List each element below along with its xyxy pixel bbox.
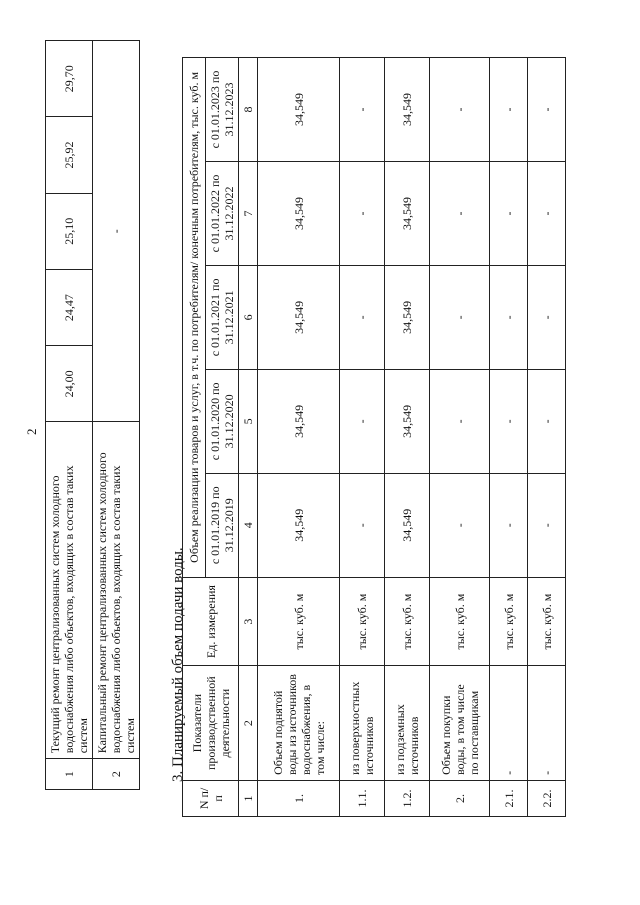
table-row: [490, 58, 528, 817]
value-cell: 34,549: [385, 369, 430, 473]
value-cell: 34,549: [258, 369, 340, 473]
column-number: 3: [239, 577, 258, 666]
header-period: с 01.01.2022 по 31.12.2022: [206, 162, 239, 266]
row-unit: тыс. куб. м: [430, 577, 490, 666]
value-cell: -: [430, 473, 490, 577]
header-row: [183, 58, 206, 817]
row-name: Капитальный ремонт централизованных систем холодного водоснабжения либо объектов, входящих в состав таких систем: [93, 422, 140, 759]
value-cell: -: [340, 58, 385, 162]
table-row: [528, 58, 566, 817]
value-cell: -: [528, 265, 566, 369]
column-number-row: [239, 58, 258, 817]
table-row: [46, 41, 93, 790]
value-cell: -: [528, 369, 566, 473]
value-cell: 25,10: [46, 193, 93, 269]
row-name: из подземных источников: [385, 666, 430, 781]
column-number: 8: [239, 58, 258, 162]
column-number: 1: [239, 780, 258, 816]
column-number: 5: [239, 369, 258, 473]
value-cell: 34,549: [385, 58, 430, 162]
row-number: 1.2.: [385, 780, 430, 816]
value-cell: -: [490, 265, 528, 369]
row-name: Текущий ремонт централизованных систем холодного водоснабжения либо объектов, входящих в состав таких систем: [46, 422, 93, 759]
column-number: 2: [239, 666, 258, 781]
value-cell: -: [490, 162, 528, 266]
header-volume: Объем реализации товаров и услуг, в т.ч. по потребителям/ конечным потребителям, тыс. куб. м: [183, 58, 206, 578]
value-cell: 34,549: [258, 162, 340, 266]
value-cell: -: [430, 162, 490, 266]
header-period: с 01.01.2023 по 31.12.2023: [206, 58, 239, 162]
row-name: -: [490, 666, 528, 781]
row-number: 1.1.: [340, 780, 385, 816]
value-cell: 34,549: [385, 473, 430, 577]
row-unit: тыс. куб. м: [258, 577, 340, 666]
value-cell: -: [430, 369, 490, 473]
merged-value-cell: -: [93, 41, 140, 423]
value-cell: 34,549: [258, 58, 340, 162]
value-cell: 34,549: [385, 265, 430, 369]
row-unit: тыс. куб. м: [490, 577, 528, 666]
value-cell: -: [528, 58, 566, 162]
value-cell: -: [430, 265, 490, 369]
water-supply-table: [182, 57, 566, 817]
header-unit: Ед. измерения: [183, 577, 239, 666]
header-n: N п/п: [183, 780, 239, 816]
value-cell: 24,00: [46, 346, 93, 422]
value-cell: 29,70: [46, 41, 93, 117]
header-indicator: Показатели производственной деятельности: [183, 666, 239, 781]
row-name: из поверхностных источников: [340, 666, 385, 781]
value-cell: -: [490, 58, 528, 162]
row-name: Объем покупки воды, в том числе по поставщикам: [430, 666, 490, 781]
column-number: 6: [239, 265, 258, 369]
value-cell: 34,549: [258, 473, 340, 577]
value-cell: 34,549: [258, 265, 340, 369]
row-number: 2.1.: [490, 780, 528, 816]
section-title: 3. Планируемый объем подачи воды.: [170, 547, 186, 782]
value-cell: -: [340, 473, 385, 577]
value-cell: -: [490, 369, 528, 473]
row-unit: тыс. куб. м: [385, 577, 430, 666]
column-number: 4: [239, 473, 258, 577]
row-name: -: [528, 666, 566, 781]
row-unit: тыс. куб. м: [340, 577, 385, 666]
value-cell: -: [340, 265, 385, 369]
value-cell: 34,549: [385, 162, 430, 266]
value-cell: -: [528, 162, 566, 266]
header-period: с 01.01.2019 по 31.12.2019: [206, 473, 239, 577]
row-number: 2.2.: [528, 780, 566, 816]
row-unit: тыс. куб. м: [528, 577, 566, 666]
row-number: 1: [46, 759, 93, 790]
column-number: 7: [239, 162, 258, 266]
value-cell: -: [340, 162, 385, 266]
row-name: Объем поднятой воды из источников водоснабжения, в том числе:: [258, 666, 340, 781]
row-number: 2.: [430, 780, 490, 816]
table-row: [430, 58, 490, 817]
header-period: с 01.01.2021 по 31.12.2021: [206, 265, 239, 369]
table-row: [340, 58, 385, 817]
header-period: с 01.01.2020 по 31.12.2020: [206, 369, 239, 473]
value-cell: 24,47: [46, 269, 93, 345]
row-number: 2: [93, 759, 140, 790]
value-cell: 25,92: [46, 117, 93, 193]
value-cell: -: [528, 473, 566, 577]
row-number: 1.: [258, 780, 340, 816]
value-cell: -: [340, 369, 385, 473]
table-row: [385, 58, 430, 817]
table-row: [258, 58, 340, 817]
page-number: 2: [24, 428, 39, 435]
value-cell: -: [490, 473, 528, 577]
repair-costs-table: [45, 40, 140, 790]
table-row: [93, 41, 140, 790]
value-cell: -: [430, 58, 490, 162]
